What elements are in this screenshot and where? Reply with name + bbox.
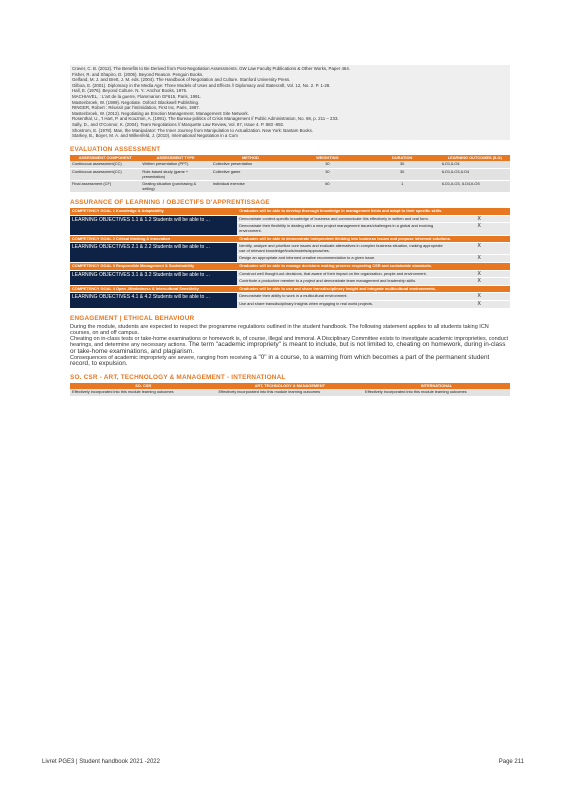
goal-row <box>70 235 510 243</box>
col-header: ART, TECHNOLOGY & MANAGEMENT <box>217 383 364 390</box>
reference-item: Fisher, R. and Shapiro, D. (2005). Beyond Reason. Penguin Books. <box>72 71 204 77</box>
criterion: Demonstrate context-specific knowledge of business and communicate this effectively in written and oral form. <box>237 215 448 223</box>
ethics-paragraph <box>70 355 510 368</box>
criterion: Construct well thought-out decisions, that aware of their impact on the organization, people and environment. <box>237 270 448 278</box>
ethics-paragraph <box>70 336 510 355</box>
criterion: Contribute a productive member to a project and demonstrate team management and leadership skills. <box>237 278 448 286</box>
goal-description: Graduates will be able to use and share transdisciplinary insight and integrate multicultural environments. <box>237 285 510 293</box>
goal-label: COMPETENCY GOAL 1 Knowledge & Adaptability <box>70 208 237 215</box>
ethics-text: Cheating on in-class tests or take-home examinations or homework is, of course, illegal and immoral. A Disciplinary Committee exists to investigate academic improprieties, conduct hearings, and determine any necessary actions. <box>70 336 509 349</box>
criterion-mark: X <box>448 223 510 235</box>
reference-item: Gilboa, E. (2001). Diplomacy in the Media Age: Three Models of Uses and Effects // Diplomacy and Statecraft, Vol. 12, No. 2. P. 1-28. <box>72 82 331 88</box>
col-header: SO. CSR <box>70 383 217 390</box>
table-row <box>70 181 510 193</box>
evaluation-table <box>70 155 510 194</box>
table-cell: Written presentation (PPT) <box>140 161 210 168</box>
criterion: Demonstrate their flexibility in dealing with a new project management issues/challenges in a global and evolving environment. <box>237 223 448 235</box>
goal-description: Graduates will be able to manage decisions making process respecting CSR and sustainable standards. <box>237 263 510 271</box>
page-number: Page 211 <box>498 759 524 765</box>
col-header: ASSESSMENT TYPE <box>140 155 210 162</box>
criterion-mark: X <box>448 278 510 286</box>
table-row <box>70 389 510 396</box>
criterion-mark: X <box>448 270 510 278</box>
criterion: Demonstrate their ability to work in a multicultural environment. <box>237 293 448 301</box>
table-cell: 30 <box>290 161 365 168</box>
evaluation-header-row <box>70 155 510 162</box>
table-cell: Final assessment (CF) <box>70 181 140 193</box>
table-cell: 1 <box>365 181 440 193</box>
page-content <box>70 65 510 396</box>
reference-item: Sally, D., and O'Connor, K. (2004). Team Negotiations // Marquette Law Review, Vol. 87, Issue 4. P. 883 -892. <box>72 121 285 127</box>
reference-item: Starkey, B., Boyer, M. A. and Wilkenfeld, J. (2010). International Negotiation in a Com <box>72 133 238 139</box>
references-list <box>70 65 510 140</box>
goal-label: COMPETENCY GOAL 3 Responsible Management & Sustainability <box>70 263 237 271</box>
table-cell: ILO1,ILO3,ILO4 <box>440 168 510 180</box>
table-row <box>70 168 510 180</box>
ethics-text-emphasis: a "0" in a course, to a warning from which becomes a part of the permanent student record, to expulsion. <box>70 354 490 368</box>
reference-item: Mastenbroek, W. (1989). Negotiate. Oxford: Blackwell Publishing. <box>72 99 200 105</box>
learning-objective: LEARNING OBJECTIVES 4.1 & 4.2 Students will be able to ... <box>70 293 237 308</box>
reference-item: RINGER, Robert : Réussir par l'intimidation, First Inc, Paris, 1987. <box>72 105 200 111</box>
criterion-mark: X <box>448 301 510 309</box>
goal-row <box>70 263 510 271</box>
goal-label: COMPETENCY GOAL 4 Open -Mindedness & Intercultural Sensitivity <box>70 285 237 293</box>
page-footer <box>42 759 524 765</box>
criterion: Use and share transdisciplinary insights when engaging in real world projects. <box>237 301 448 309</box>
criterion-mark: X <box>448 293 510 301</box>
ethics-text-emphasis: The term "academic impropriety" is meant to include, but is not limited to, cheating on homework, during in-class or take-home examinations, and plagiarism. <box>70 341 506 355</box>
criterion: Identify, analyze and prioritize core issues and evaluate alternatives in complex business situation, making appropriate use of relevant knowledge/tools/models/approaches. <box>237 243 448 255</box>
reference-item: Mastenbroek, W. (2012). Negotiating as Emotion Management. Management Site Network. <box>72 110 249 116</box>
csr-table <box>70 383 510 396</box>
col-header: ASSESSMENT COMPONENT <box>70 155 140 162</box>
criteria-row <box>70 243 510 255</box>
table-cell: 60 <box>290 181 365 193</box>
goal-description: Graduates will be able to demonstrate independent thinking into business issues and propose informed solutions. <box>237 235 510 243</box>
footer-handbook-label: Livret PGE3 | Student handbook 2021 -2022 <box>42 759 160 765</box>
table-cell: 30 <box>290 168 365 180</box>
table-cell: Individual exercise <box>211 181 290 193</box>
criterion-mark: X <box>448 255 510 263</box>
criteria-row <box>70 293 510 301</box>
col-header: INTERNATIONAL <box>363 383 510 390</box>
col-header: WEIGHTING <box>290 155 365 162</box>
col-header: METHOD <box>211 155 290 162</box>
learning-objective: LEARNING OBJECTIVES 3.1 & 3.2 Students will be able to ... <box>70 270 237 285</box>
reference-item: MACHIAVEL, : L'art de la guerre, Flammarion GF615, Paris, 1991. <box>72 93 202 99</box>
reference-item: Gelfand, M. J. and Brett, J. M. eds. (2004). The Handbook of Negotiation and Culture. Stanford University Press. <box>72 77 291 83</box>
csr-header-row <box>70 383 510 390</box>
learning-objective: LEARNING OBJECTIVES 2.1 & 2.2 Students will be able to ... <box>70 243 237 263</box>
table-cell: Continuous assessment(CC) <box>70 168 140 180</box>
csr-title: SO. CSR - ART, TECHNOLOGY & MANAGEMENT - INTERNATIONAL <box>70 373 286 381</box>
criteria-row <box>70 270 510 278</box>
learning-objective: LEARNING OBJECTIVES 1.1 & 1.2 Students will be able to ... <box>70 215 237 235</box>
ethics-title: ENGAGEMENT | ETHICAL BEHAVIOUR <box>70 314 195 322</box>
col-header: LEARNING OUTCOMES (ILO) <box>440 155 510 162</box>
table-cell: Collective presentation <box>211 161 290 168</box>
reference-item: Shostrom, E. (1978). Man, the Manipulator: The Inner Journey from Manipulation to Actualization. New York: Bantam Books. <box>72 127 314 133</box>
col-header: DURATION <box>365 155 440 162</box>
reference-item: Craver, C. B. (2012). The Benefits to Be Derived from Post-Negotiation Assessments. GW Law Faculty Publications & Other Works, Paper 464. <box>72 66 351 71</box>
table-cell: Dealing situation (purchasing & selling) <box>140 181 210 193</box>
table-cell: Collective game <box>211 168 290 180</box>
criterion-mark: X <box>448 243 510 255</box>
goal-row <box>70 208 510 215</box>
ethics-text: Consequences of academic impropriety are severe, ranging from receiving <box>70 355 254 362</box>
table-cell: Role-based study (game + presentation) <box>140 168 210 180</box>
aol-title: ASSURANCE OF LEARNING / OBJECTIFS D'APPRENTISSAGE <box>70 199 270 207</box>
reference-item: Rosenthal, U., 't Hart, P. and Kouzmin, A. (1991). The Bureau-politics of Crisis Management // Public Administration, No. 69, p. 211 – 233. <box>72 116 339 122</box>
table-cell: Continuous assessment(CC) <box>70 161 140 168</box>
ethics-paragraph: During the module, students are expected to respect the programme regulations outlined in the student handbook. The following statement applies to all students taking ICN courses, on and off campus. <box>70 323 489 336</box>
table-cell: ILO1,ILO3, ILO4,ILO5 <box>440 181 510 193</box>
table-cell: Effectively incorporated into this module learning outcomes <box>363 389 510 396</box>
criterion-mark: X <box>448 215 510 223</box>
table-row <box>70 161 510 168</box>
ethics-section <box>70 324 510 368</box>
table-cell: Effectively incorporated into this module learning outcomes <box>70 389 217 396</box>
table-cell: 30 <box>365 161 440 168</box>
goal-row <box>70 285 510 293</box>
table-cell: 30 <box>365 168 440 180</box>
table-cell: ILO1,ILO4 <box>440 161 510 168</box>
goal-description: Graduates will be able to develop thorough knowledge in management fields and adapt to their specific skills. <box>237 208 510 215</box>
goal-label: COMPETENCY GOAL 2 Critical thinking & Innovation <box>70 235 237 243</box>
reference-item: Hall, E. (1976). Beyond Culture. N. Y.: Anchor Books, 1976. <box>72 88 188 94</box>
aol-table <box>70 208 510 308</box>
criteria-row <box>70 215 510 223</box>
table-cell: Effectively incorporated into this module learning outcomes <box>217 389 364 396</box>
criterion: Design an appropriate and informed creative recommendation to a given issue. <box>237 255 448 263</box>
evaluation-title: EVALUATION ASSESSMENT <box>70 145 161 153</box>
